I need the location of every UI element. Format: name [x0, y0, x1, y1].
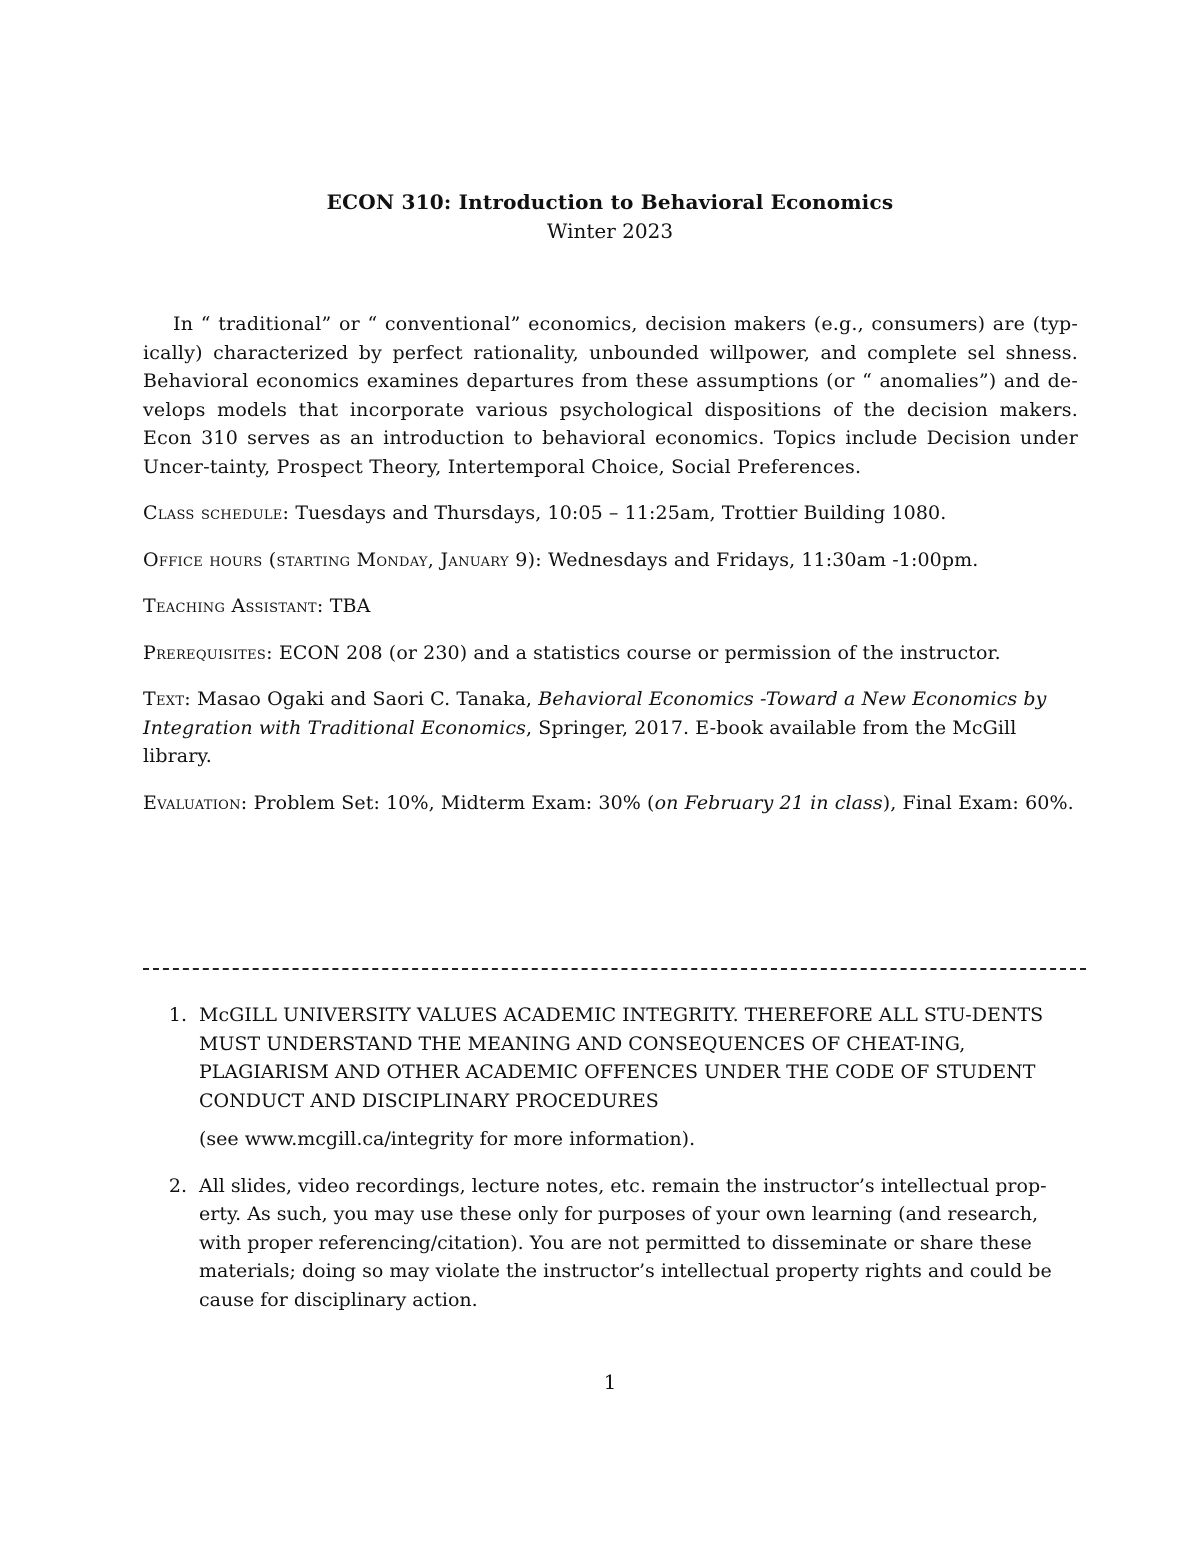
dashed-divider: [143, 968, 1086, 970]
syllabus-body: [143, 310, 1078, 817]
textbook: [143, 685, 1078, 771]
teaching-assistant: [143, 592, 1078, 621]
list-item: [143, 1172, 1078, 1315]
prerequisites-label: Prerequisites:: [143, 641, 273, 664]
evaluation-value-b: ), Final Exam: 60%.: [882, 791, 1074, 814]
evaluation-label: Evaluation:: [143, 791, 248, 814]
class-schedule-label: Class schedule:: [143, 502, 290, 524]
office-hours: [143, 546, 1078, 575]
prerequisites: [143, 639, 1078, 668]
list-item-number: 2.: [168, 1174, 187, 1197]
textbook-label: Text:: [143, 688, 191, 710]
teaching-assistant-label: Teaching Assistant:: [143, 595, 324, 617]
class-schedule-value: Tuesdays and Thursdays, 10:05 – 11:25am, Trottier Building 1080.: [295, 502, 947, 524]
teaching-assistant-value: TBA: [329, 595, 371, 617]
midterm-note: on February 21 in class: [654, 791, 883, 814]
page-number: 1: [603, 1370, 617, 1394]
textbook-authors: Masao Ogaki and Saori C. Tanaka,: [197, 688, 533, 710]
evaluation-value-a: Problem Set: 10%, Midterm Exam: 30% (: [253, 791, 655, 814]
list-item: [143, 1001, 1078, 1154]
class-schedule: [143, 499, 1078, 528]
course-title: ECON 310: Introduction to Behavioral Economics: [326, 190, 894, 214]
list-item-body: [199, 1172, 1078, 1315]
evaluation: [143, 789, 1078, 818]
list-item-body: [199, 1001, 1078, 1154]
office-hours-label: Office hours (starting Monday, January 9):: [143, 548, 543, 571]
textbook-details: , Springer, 2017. E-book available from the McGill library.: [143, 716, 1017, 767]
intellectual-property-notice: All slides, video recordings, lecture notes, etc. remain the instructor’s intellectual prop-erty. As such, you may use these only for purposes of your own learning (and research, with proper referencing/citation). You are not permitted to disseminate or share these materials; doing so may violate the instructor’s intellectual property rights and could be cause for disciplinary action.: [199, 1174, 1052, 1311]
office-hours-value: Wednesdays and Fridays, 11:30am -1:00pm.: [548, 548, 979, 571]
title-block: [0, 186, 1200, 244]
list-item-number: 1.: [168, 1004, 187, 1026]
integrity-notice: McGILL UNIVERSITY VALUES ACADEMIC INTEGRITY. THEREFORE ALL STU-DENTS MUST UNDERSTAND THE MEANING AND CONSEQUENCES OF CHEAT-ING, PLAGIARISM AND OTHER ACADEMIC OFFENCES UNDER THE CODE OF STUDENT CONDUCT AND DISCIPLINARY PROCEDURES: [199, 1004, 1044, 1112]
course-term: Winter 2023: [546, 219, 674, 243]
intro-paragraph: In “ traditional” or “ conventional” economics, decision makers (e.g., consumers) are (typ-ically) characterized by perfect rationality, unbounded willpower, and complete sel shness. Behavioral economics examines departures from these assumptions (or “ anomalies”) and de-velops models that incorporate various psychological dispositions of the decision makers. Econ 310 serves as an introduction to behavioral economics. Topics include Decision under Uncer-tainty, Prospect Theory, Intertemporal Choice, Social Preferences.: [143, 313, 1078, 478]
prerequisites-value: ECON 208 (or 230) and a statistics course or permission of the instructor.: [278, 641, 1001, 664]
notices-list: [143, 1001, 1078, 1332]
integrity-link-note: (see www.mcgill.ca/integrity for more information).: [199, 1128, 696, 1150]
textbook-title: Behavioral Economics -Toward a New Economics by Integration with Traditional Economics: [143, 688, 1047, 739]
